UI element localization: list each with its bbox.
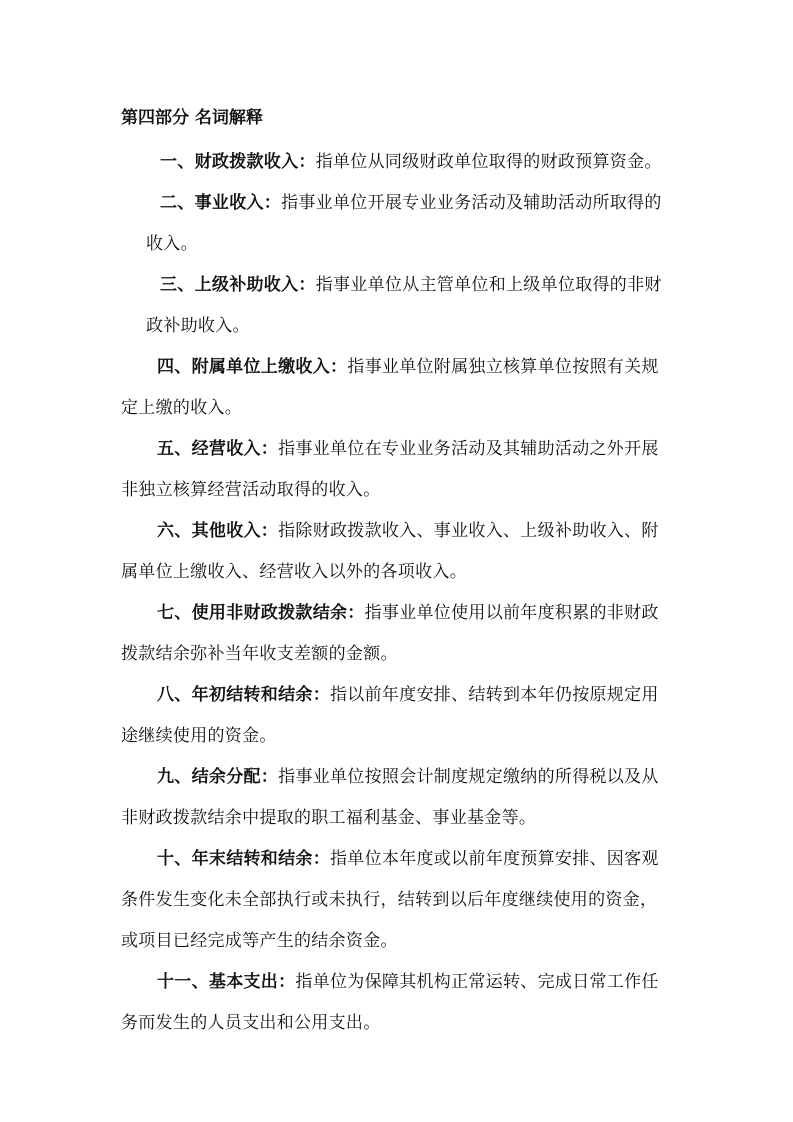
entry-7-line-2: 拨款结余弥补当年收支差额的金额。 bbox=[121, 644, 398, 664]
entry-1-text-1: 指单位从同级财政单位取得的财政预算资金。 bbox=[315, 152, 662, 172]
entry-8-term: 八、年初结转和结余： bbox=[157, 685, 330, 705]
entry-4-term: 四、附属单位上缴收入： bbox=[157, 357, 348, 377]
entry-1-term: 一、财政拨款收入： bbox=[160, 152, 316, 172]
entry-3-line-2: 政补助收入。 bbox=[146, 316, 250, 336]
entry-3-text-1: 指事业单位从主管单位和上级单位取得的非财 bbox=[315, 275, 662, 295]
entry-4-line-1 bbox=[157, 355, 659, 379]
entry-11-line-1 bbox=[157, 970, 659, 994]
entry-10-text-1: 指单位本年度或以前年度预算安排、因客观 bbox=[330, 849, 659, 869]
section-heading: 第四部分 名词解释 bbox=[121, 108, 263, 128]
entry-2-line-2: 收入。 bbox=[146, 234, 198, 254]
entry-3-line-1 bbox=[160, 273, 662, 297]
entry-5-text-1: 指事业单位在专业业务活动及其辅助活动之外开展 bbox=[278, 439, 659, 459]
entry-4-text-1: 指事业单位附属独立核算单位按照有关规 bbox=[347, 357, 659, 377]
entry-7-term: 七、使用非财政拨款结余： bbox=[157, 603, 365, 623]
entry-6-term: 六、其他收入： bbox=[157, 521, 279, 541]
entry-10-line-1 bbox=[157, 847, 659, 871]
entry-5-line-1 bbox=[157, 437, 659, 461]
entry-9-line-2: 非财政拨款结余中提取的职工福利基金、事业基金等。 bbox=[121, 808, 537, 828]
entry-8-text-1: 指以前年度安排、结转到本年仍按原规定用 bbox=[330, 685, 659, 705]
entry-3-term: 三、上级补助收入： bbox=[160, 275, 316, 295]
entry-8-line-1 bbox=[157, 683, 659, 707]
entry-9-term: 九、结余分配： bbox=[157, 767, 279, 787]
entry-11-line-2: 务而发生的人员支出和公用支出。 bbox=[121, 1013, 381, 1033]
entry-6-line-1 bbox=[157, 519, 659, 543]
entry-10-term: 十、年末结转和结余： bbox=[157, 849, 330, 869]
entry-2-term: 二、事业收入： bbox=[160, 193, 282, 213]
entry-2-line-1 bbox=[160, 191, 662, 215]
entry-9-line-1 bbox=[157, 765, 659, 789]
entry-10-line-2: 条件发生变化未全部执行或未执行，结转到以后年度继续使用的资金， bbox=[121, 890, 658, 910]
entry-5-term: 五、经营收入： bbox=[157, 439, 279, 459]
entry-8-line-2: 途继续使用的资金。 bbox=[121, 726, 277, 746]
entry-7-text-1: 指事业单位使用以前年度积累的非财政 bbox=[364, 603, 659, 623]
entry-6-text-1: 指除财政拨款收入、事业收入、上级补助收入、附 bbox=[278, 521, 659, 541]
entry-2-text-1: 指事业单位开展专业业务活动及辅助活动所取得的 bbox=[281, 193, 662, 213]
entry-1-line-1 bbox=[160, 150, 662, 174]
entry-6-line-2: 属单位上缴收入、经营收入以外的各项收入。 bbox=[121, 562, 467, 582]
entry-11-term: 十一、基本支出： bbox=[157, 972, 296, 992]
entry-5-line-2: 非独立核算经营活动取得的收入。 bbox=[121, 480, 381, 500]
entry-7-line-1 bbox=[157, 601, 659, 625]
entry-10-line-3: 或项目已经完成等产生的结余资金。 bbox=[121, 931, 398, 951]
entry-4-line-2: 定上缴的收入。 bbox=[121, 398, 243, 418]
entry-11-text-1: 指单位为保障其机构正常运转、完成日常工作任 bbox=[295, 972, 659, 992]
entry-9-text-1: 指事业单位按照会计制度规定缴纳的所得税以及从 bbox=[278, 767, 659, 787]
